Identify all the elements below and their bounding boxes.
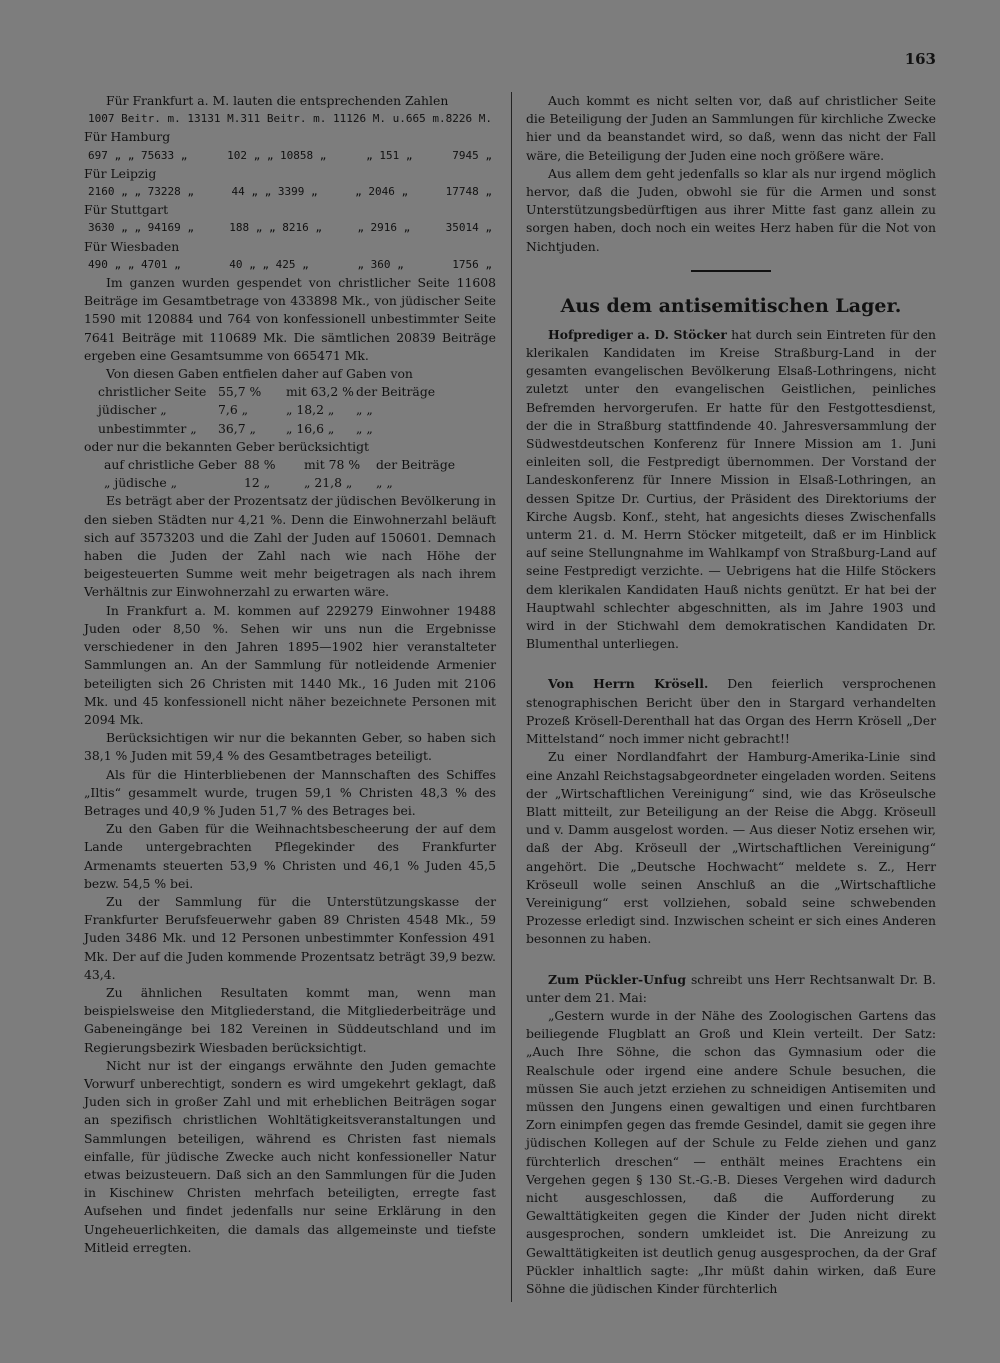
article-lead: Hofprediger a. D. Stöcker [548, 326, 727, 342]
left-column [84, 92, 496, 1257]
spacer [526, 653, 936, 675]
article-kroesell [526, 675, 936, 748]
percentage-row: auf christliche Geber 88 % mit 78 % der Beiträge [104, 457, 456, 473]
paragraph: Im ganzen wurden gespendet von christlicher Seite 11608 Beiträge im Gesamtbetrage von 433898 Mk., von jüdischer Seite 1590 mit 120884 und 764 von konfessionell unbestimmter Seite 7641 Beiträge mit 110689 Mk. Die sämtlichen 20839 Beiträge ergeben eine Gesamtsumme von 665471 Mk. [84, 275, 496, 363]
article-body: Den feierlich versprochenen stenographischen Bericht über den in Stargard verhandelten Prozeß Krösell-Derenthall hat das Organ des Herrn Krösell „Der Mittelstand“ noch immer nicht gebracht!! [526, 676, 936, 747]
paragraph: In Frankfurt a. M. kommen auf 229279 Einwohner 19488 Juden oder 8,50 %. Sehen wir uns nun die Ergebnisse verschiedener in den Jahren 1895—1902 hier veranstalteter Sammlungen an. An der Sammlung für notleidende Armenier beteiligten sich 26 Christen mit 1440 Mk., 16 Juden mit 2106 Mk. und 45 konfessionell nicht näher bezeichnete Personen mit 2094 Mk. [84, 602, 496, 727]
paragraph: Zu der Sammlung für die Unterstützungskasse der Frankfurter Berufsfeuerwehr gaben 89 Christen 4548 Mk., 59 Juden 3486 Mk. und 12 Personen unbestimmter Konfession 491 Mk. Der auf die Juden kommende Prozentsatz beträgt 39,9 bezw. 43,4. [84, 893, 496, 982]
percentage-row: christlicher Seite 55,7 % mit 63,2 % der Beiträge [98, 384, 436, 400]
paragraph: Nicht nur ist der eingangs erwähnte den Juden gemachte Vorwurf unberechtigt, sondern es wird umgekehrt geklagt, daß Juden sich in großer Zahl und mit erheblichen Beiträgen sogar an spezifisch christlichen Wohltätigkeitsveranstaltungen und Sammlungen beteiligen, während es Christen fast niemals einfalle, für jüdische Zwecke auch nicht konfessioneller Natur etwas beizusteuern. Daß sich an den Sammlungen für die Juden in Kischinew Christen mehrfach beteiligten, erregte fast Aufsehen und findet jedenfalls nur seine Erklärung in den Ungeheuerlichkeiten, die damals das allgemeinste und tiefste Mitleid erregten. [84, 1057, 496, 1255]
percentage-row: „ jüdische „ 12 „ „ 21,8 „ „ „ [104, 475, 393, 491]
section-rule [691, 270, 771, 272]
percentage-row: jüdischer „ 7,6 „ „ 18,2 „ „ „ [98, 402, 373, 418]
column-divider [511, 92, 512, 1302]
right-column [526, 92, 936, 1298]
article-lead: Von Herrn Krösell. [548, 676, 709, 692]
city-caption: Für Leipzig [84, 165, 157, 181]
donation-table [84, 110, 496, 274]
city-caption: Für Wiesbaden [84, 238, 180, 254]
intro-text: Für Frankfurt a. M. lauten die entsprechenden Zahlen [106, 93, 449, 108]
paragraph: Es beträgt aber der Prozentsatz der jüdischen Bevölkerung in den sieben Städten nur 4,21 %. Denn die Einwohnerzahl beläuft sich auf 3573203 und die Zahl der Juden auf 150601. Demnach haben die Juden der Zahl nach wie nach Höhe der beigesteuerten Summe weit mehr beigetragen als nach ihrem Verhältnis zur Einwohnerzahl zu erwarten wäre. [84, 493, 496, 600]
paragraph: oder nur die bekannten Geber berücksichtigt [84, 438, 369, 454]
section-heading: Aus dem antisemitischen Lager. [560, 294, 902, 317]
paragraph: Zu einer Nordlandfahrt der Hamburg-Amerika-Linie sind eine Anzahl Reichstagsabgeordneter eingeladen worden. Seitens der „Wirtschaftlichen Vereinigung“ sind, wie das Kröseulsche Blatt mitteilt, zur Beteiligung an der Reise die Abgg. Kröseull und v. Damm ausgelost worden. — Aus dieser Notiz ersehen wir, daß der Abg. Kröseull der „Wirtschaftlichen Vereinigung“ angehört. Die „Deutsche Hochwacht“ meldete s. Z., Herr Kröseull wolle seinen Anschluß an die „Wirtschaftliche Vereinigung“ erst vollziehen, sobald seine schwebenden Prozesse erledigt sind. Inzwischen scheint er sich eines Anderen besonnen zu haben. [526, 749, 936, 947]
paragraph: Berücksichtigen wir nur die bekannten Geber, so haben sich 38,1 % Juden mit 59,4 % des Gesamtbetrages beteiligt. [84, 730, 496, 764]
paragraph: Auch kommt es nicht selten vor, daß auf christlicher Seite die Beteiligung der Juden an Sammlungen für kirchliche Zwecke hier und da beanstandet wird, so daß, wenn das nicht der Fall wäre, die Beteiligung der Juden eine noch größere wäre. [526, 93, 936, 163]
spacer [526, 949, 936, 971]
article-stoecker [526, 326, 936, 654]
paragraph: Zu ähnlichen Resultaten kommt man, wenn man beispielsweise den Mitgliederstand, die Mitgliederbeiträge und Gabeneingänge bei 182 Vereinen in Süddeutschland und im Regierungsbezirk Wiesbaden berücksichtigt. [84, 984, 496, 1055]
article-body: hat durch sein Eintreten für den klerikalen Kandidaten im Kreise Straßburg-Land in der gesamten evangelischen Bevölkerung Elsaß-Lothringens, nicht zuletzt unter den evangelischen Geistlichen, peinliches Befremden hervorgerufen. Er hatte für den Festgottesdienst, der die in Straßburg stattfindende 40. Jahresversammlung der Südwestdeutschen Konferenz für Innere Mission am 1. Juni einleiten soll, die Festpredigt übernommen. Der Vorstand der Landeskonferenz für Innere Mission in Elsaß-Lothringen, an dessen Spitze Dr. Curtius, der Präsident des Direktoriums der Kirche Augsb. Konf., steht, hat angesichts dieses Zwischenfalls unterm 21. d. M. Herrn Stöcker mitgeteilt, daß er im Hinblick auf seine Stellungnahme im Wahlkampf von Straßburg-Land auf seine Festpredigt verzichte. — Uebrigens hat die Hilfe Stöckers dem klerikalen Kandidaten Hauß nichts genützt. Er hat bei der Hauptwahl schlechter abgeschnitten, als im Jahre 1903 und wird in der Stichwahl dem demokratischen Kandidaten Dr. Blumenthal unterliegen. [526, 326, 936, 652]
percentage-table [84, 383, 496, 438]
table-row: 3630 „ „ 94169 „ 188 „ „ 8216 „ „ 2916 „ 35014 „ [88, 221, 492, 235]
paragraph: Zu den Gaben für die Weihnachtsbescheerung der auf dem Lande untergebrachten Pflegekinder des Frankfurter Armenamts steuerten 53,9 % Christen und 46,1 % Juden 45,5 bezw. 54,5 % bei. [84, 821, 496, 891]
article-body: schreibt uns Herr Rechtsanwalt Dr. B. unter dem 21. Mai: [526, 971, 936, 1005]
paragraph: Aus allem dem geht jedenfalls so klar als nur irgend möglich hervor, daß die Juden, obwohl sie für die Armen und sonst Unterstützungsbedürftigen aus ihrer Mitte fast ganz allein zu sorgen haben, doch noch ein weites Herz haben für die Not von Nichtjuden. [526, 165, 936, 254]
table-row: 2160 „ „ 73228 „ 44 „ „ 3399 „ „ 2046 „ 17748 „ [88, 185, 492, 199]
article-pueckler [526, 971, 936, 1007]
article-lead: Zum Pückler-Unfug [548, 971, 686, 987]
quote: „Gestern wurde in der Nähe des Zoologischen Gartens das beiliegende Flugblatt an Groß und Klein verteilt. Der Satz: „Auch Ihre Söhne, die schon das Gymnasium oder die Realschule oder irgend eine andere Schule besuchen, die müssen Sie auch jetzt erziehen zu schneidigen Antisemiten und müssen den Jungens einen gewaltigen und einen furchtbaren Zorn einimpfen gegen das fremde Gesindel, damit sie gegen ihre jüdischen Kollegen auf der Schule zu Felde ziehen und ganz fürchterlich dreschen“ — enthält meines Erachtens ein Vergehen gegen § 130 St.-G.-B. Dieses Vergehen wird dadurch nicht ausgeschlossen, daß die Aufforderung zu Gewalttätigkeiten gegen die Kinder der Juden nicht direkt ausgesprochen, sondern umkleidet ist. Die Anreizung zu Gewalttätigkeiten ist deutlich genug ausgesprochen, da der Graf Pückler inhaltlich sagte: „Ihr müßt dahin wirken, daß Eure Söhne die jüdischen Kinder fürchterlich [526, 1007, 936, 1296]
paragraph: Als für die Hinterbliebenen der Mannschaften des Schiffes „Iltis“ gesammelt wurde, trugen 59,1 % Christen 48,3 % des Betrages und 40,9 % Juden 51,7 % des Betrages bei. [84, 766, 496, 818]
percentage-table-known [84, 456, 496, 492]
table-row: 1007 Beitr. m. 13131 M. 311 Beitr. m. 11126 M. u. 665 m. 8226 M. [88, 112, 493, 126]
percentage-row: unbestimmter „ 36,7 „ „ 16,6 „ „ „ [98, 420, 373, 436]
city-caption: Für Hamburg [84, 129, 171, 145]
city-caption: Für Stuttgart [84, 202, 169, 218]
table-row: 490 „ „ 4701 „ 40 „ „ 425 „ „ 360 „ 1756 „ [88, 257, 492, 271]
paragraph: Von diesen Gaben entfielen daher auf Gaben von [106, 366, 413, 382]
page-number: 163 [904, 50, 936, 68]
table-row: 697 „ „ 75633 „ 102 „ „ 10858 „ „ 151 „ 7945 „ [88, 148, 492, 162]
